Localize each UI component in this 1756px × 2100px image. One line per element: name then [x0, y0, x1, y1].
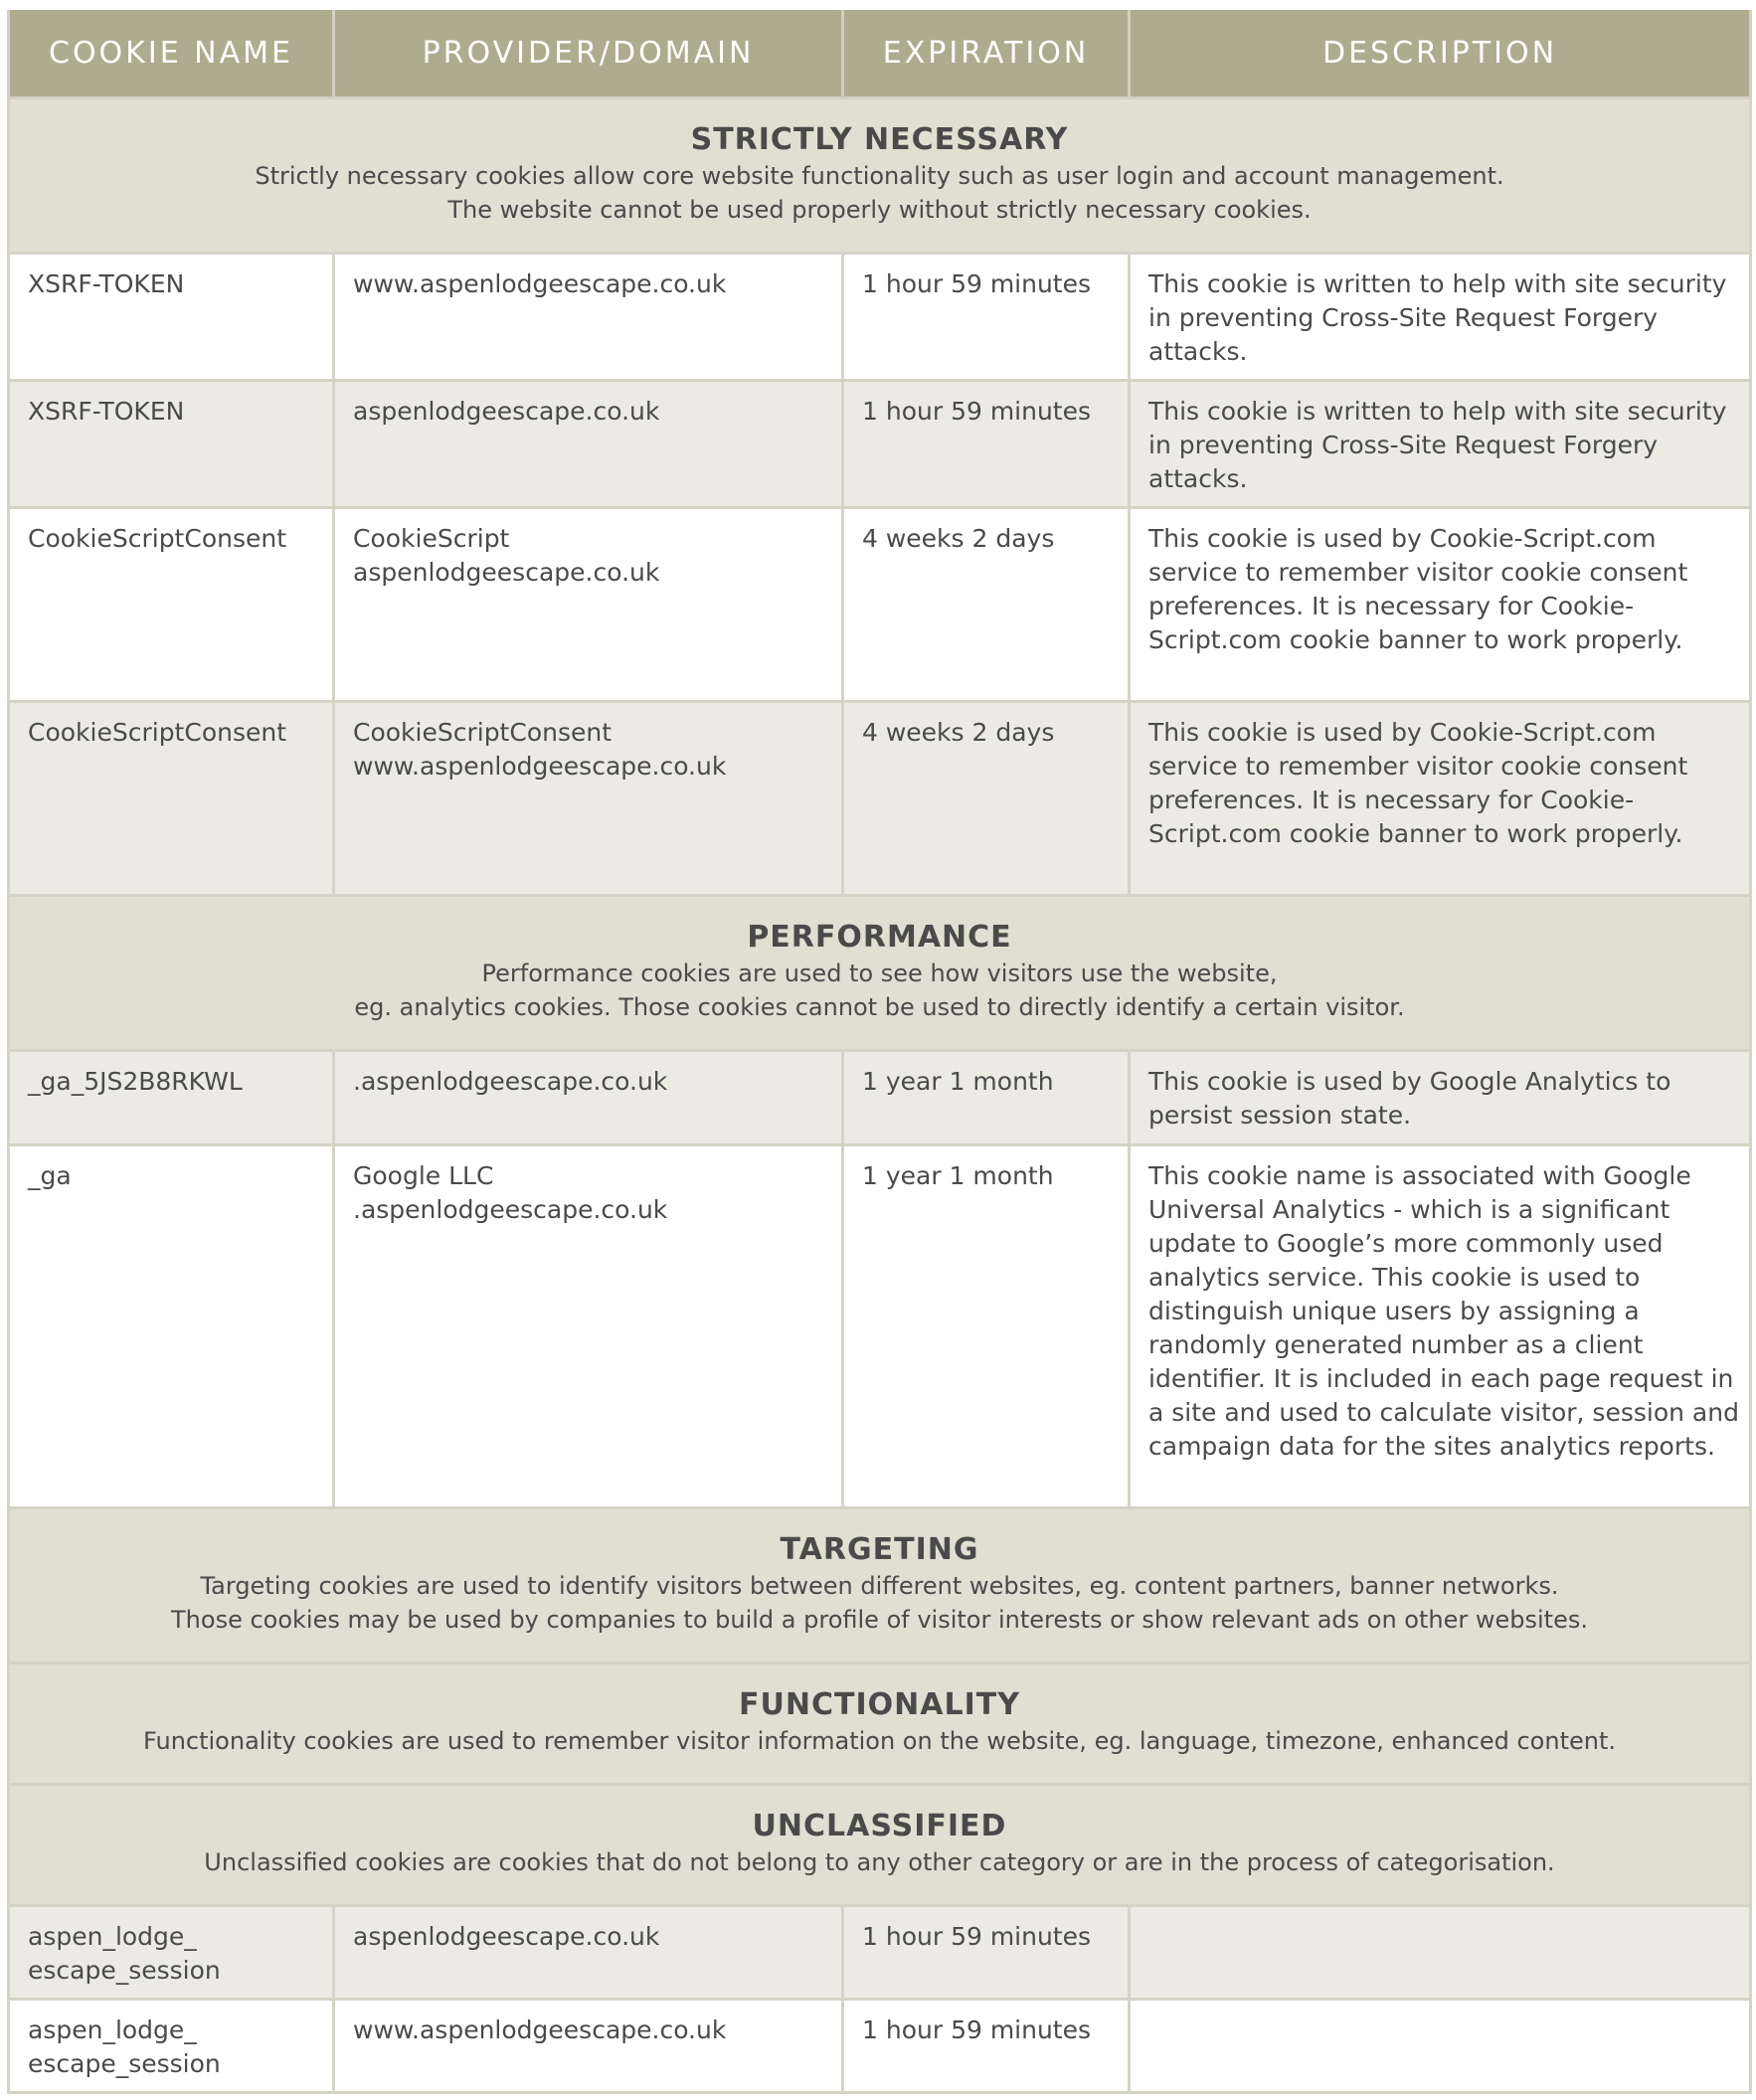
category-row-performance: [9, 895, 1751, 1050]
category-description-line: Those cookies may be used by companies to build a profile of visitor interests or show relevant ads on other websites.: [171, 1605, 1588, 1634]
description: This cookie is written to help with site security in preventing Cross-Site Request Forgery attacks.: [1130, 380, 1751, 507]
header-expiration: EXPIRATION: [843, 10, 1130, 97]
table-row: [9, 1999, 1751, 2092]
table-row: [9, 1050, 1751, 1144]
category-cell: [9, 97, 1751, 253]
cookie-name: XSRF-TOKEN: [9, 253, 334, 380]
expiration: 1 hour 59 minutes: [843, 1905, 1130, 1999]
description: [1130, 1905, 1751, 1999]
description: This cookie is used by Cookie-Script.com service to remember visitor cookie consent preferences. It is necessary for Cookie-Script.com cookie banner to work properly.: [1130, 507, 1751, 701]
description: This cookie is used by Cookie-Script.com service to remember visitor cookie consent preferences. It is necessary for Cookie-Script.com cookie banner to work properly.: [1130, 701, 1751, 895]
header-cookie-name: COOKIE NAME: [9, 10, 334, 97]
table-row: [9, 380, 1751, 507]
cookie-name-line: escape_session: [28, 2048, 221, 2078]
description: This cookie is used by Google Analytics to persist session state.: [1130, 1050, 1751, 1144]
description: This cookie name is associated with Google Universal Analytics - which is a significant update to Google’s more commonly used analytics service. This cookie is used to distinguish unique users by assigning a randomly generated number as a client identifier. It is included in each page request in a site and used to calculate visitor, session and campaign data for the sites analytics reports.: [1130, 1144, 1751, 1507]
cookie-name: CookieScriptConsent: [9, 507, 334, 701]
category-title: STRICTLY NECESSARY: [690, 121, 1069, 157]
provider-line: www.aspenlodgeescape.co.uk: [353, 2014, 727, 2044]
cookie-name: _ga_5JS2B8RKWL: [9, 1050, 334, 1144]
category-row-targeting: [9, 1507, 1751, 1662]
category-description: [20, 159, 1739, 227]
domain-line: aspenlodgeescape.co.uk: [353, 557, 660, 587]
table-row: [9, 1905, 1751, 1999]
header-provider-domain: PROVIDER/DOMAIN: [334, 10, 843, 97]
expiration: 4 weeks 2 days: [843, 507, 1130, 701]
provider-line: .aspenlodgeescape.co.uk: [353, 1066, 668, 1096]
provider-domain: [334, 507, 843, 701]
category-cell: [9, 895, 1751, 1050]
category-title: UNCLASSIFIED: [752, 1808, 1007, 1843]
table-row: [9, 253, 1751, 380]
category-description-line: Functionality cookies are used to remember visitor information on the website, eg. language, timezone, enhanced content.: [142, 1726, 1616, 1755]
provider-line: CookieScriptConsent: [353, 717, 613, 747]
category-description: [20, 957, 1739, 1024]
category-row-unclassified: [9, 1784, 1751, 1905]
domain-line: .aspenlodgeescape.co.uk: [353, 1194, 668, 1224]
table-header-row: [9, 10, 1751, 97]
category-description-line: Targeting cookies are used to identify visitors between different websites, eg. content partners, banner networks.: [200, 1571, 1559, 1600]
category-description: [20, 1845, 1739, 1879]
category-cell: [9, 1507, 1751, 1662]
table-row: [9, 701, 1751, 895]
provider-domain: [334, 380, 843, 507]
category-cell: [9, 1784, 1751, 1905]
cookie-name: [9, 1999, 334, 2092]
category-title: TARGETING: [780, 1531, 979, 1567]
category-description: [20, 1569, 1739, 1637]
table-row: [9, 1144, 1751, 1507]
category-row-strictly-necessary: [9, 97, 1751, 253]
provider-line: Google LLC: [353, 1160, 494, 1190]
category-description-line: The website cannot be used properly without strictly necessary cookies.: [447, 195, 1312, 224]
description: [1130, 1999, 1751, 2092]
category-title: PERFORMANCE: [747, 919, 1012, 955]
expiration: 4 weeks 2 days: [843, 701, 1130, 895]
expiration: 1 hour 59 minutes: [843, 1999, 1130, 2092]
provider-line: CookieScript: [353, 523, 510, 553]
category-description-line: Unclassified cookies are cookies that do not belong to any other category or are in the process of categorisation.: [204, 1847, 1555, 1876]
expiration: 1 year 1 month: [843, 1050, 1130, 1144]
cookie-table: [7, 10, 1752, 2094]
cookie-name-line: aspen_lodge_: [28, 2014, 197, 2044]
provider-line: www.aspenlodgeescape.co.uk: [353, 268, 727, 298]
expiration: 1 hour 59 minutes: [843, 380, 1130, 507]
category-title: FUNCTIONALITY: [739, 1686, 1020, 1722]
category-description: [20, 1724, 1739, 1758]
cookie-name-line: escape_session: [28, 1955, 221, 1985]
table-row: [9, 507, 1751, 701]
description: This cookie is written to help with site security in preventing Cross-Site Request Forgery attacks.: [1130, 253, 1751, 380]
category-description-line: eg. analytics cookies. Those cookies cannot be used to directly identify a certain visitor.: [354, 992, 1405, 1021]
cookie-name-line: aspen_lodge_: [28, 1921, 197, 1951]
provider-domain: [334, 1144, 843, 1507]
domain-line: www.aspenlodgeescape.co.uk: [353, 751, 727, 781]
provider-domain: [334, 1050, 843, 1144]
provider-line: aspenlodgeescape.co.uk: [353, 396, 660, 426]
header-description: DESCRIPTION: [1130, 10, 1751, 97]
provider-domain: [334, 1905, 843, 1999]
category-cell: [9, 1662, 1751, 1784]
provider-domain: [334, 701, 843, 895]
provider-line: aspenlodgeescape.co.uk: [353, 1921, 660, 1951]
cookie-name: [9, 1905, 334, 1999]
category-row-functionality: [9, 1662, 1751, 1784]
provider-domain: [334, 1999, 843, 2092]
category-description-line: Strictly necessary cookies allow core website functionality such as user login and account management.: [255, 161, 1504, 190]
expiration: 1 hour 59 minutes: [843, 253, 1130, 380]
cookie-name: _ga: [9, 1144, 334, 1507]
provider-domain: [334, 253, 843, 380]
cookie-name: CookieScriptConsent: [9, 701, 334, 895]
expiration: 1 year 1 month: [843, 1144, 1130, 1507]
category-description-line: Performance cookies are used to see how visitors use the website,: [481, 959, 1278, 987]
cookie-name: XSRF-TOKEN: [9, 380, 334, 507]
